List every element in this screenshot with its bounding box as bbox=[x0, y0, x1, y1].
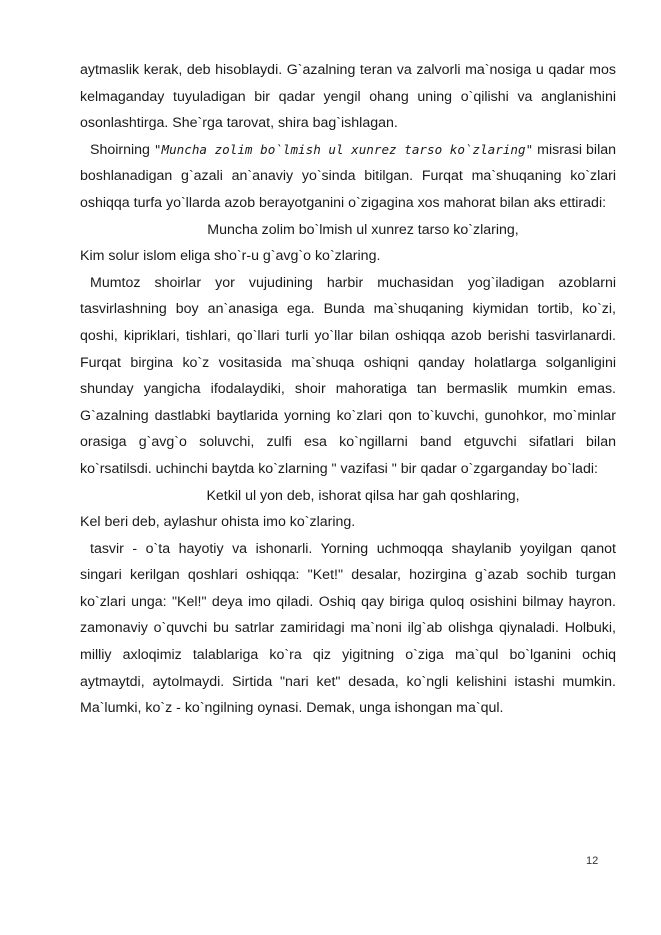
paragraph-2-end: misrasi bilan boshlanadigan g`azali an`anaviy yo`sinda bitilgan. Furqat ma`shuqaning ko`zlari oshiqqa turfa yo`llarda azob berayotganini o`zigagina xos mahorat bilan aks ettiradi: bbox=[80, 141, 617, 211]
body-text bbox=[80, 57, 616, 722]
verse-2-line-1: Ketkil ul yon deb, ishorat qilsa har gah qoshlaring, bbox=[206, 487, 520, 504]
paragraph-2-start: Shoirning bbox=[90, 141, 154, 158]
verse-1-line-2: Kim solur islom eliga sho`r-u g`avg`o ko`zlaring. bbox=[80, 248, 381, 265]
page-number: 12 bbox=[586, 855, 599, 867]
verse-2-line-2: Kel beri deb, aylashur ohista imo ko`zlaring. bbox=[80, 514, 356, 531]
paragraph-2 bbox=[80, 137, 616, 217]
paragraph-4: tasvir - o`ta hayotiy va ishonarli. Yorning uchmoqqa shaylanib yoyilgan qanot singari kerilgan qoshlari oshiqqa: "Ket!" desalar, hozirgina g`azab sochib turgan ko`zlari unga: "Kel!" deya imo qiladi. Oshiq qay biriga quloq osishini bilmay hayron. zamonaviy o`quvchi bu satrlar zamiridagi ma`noni ilg`ab olishga qiynaladi. Holbuki, milliy axloqimiz talablariga ko`ra qiz yigitning o`ziga ma`qul bo`lganini ochiq aytmaytdi, aytolmaydi. Sirtida "nari ket" desada, ko`ngli kelishini istashi mumkin. Ma`lumki, ko`z - ko`ngilning oynasi. Demak, unga ishongan ma`qul. bbox=[80, 540, 616, 717]
paragraph-1: aytmaslik kerak, deb hisoblaydi. G`azalning teran va zalvorli ma`nosiga u qadar mos kelmaganday tuyuladigan bir qadar yengil ohang uning o`qilishi va anglanishini osonlashtirga. She`rga tarovat, shira bag`ishlagan. bbox=[80, 62, 616, 132]
paragraph-3: Mumtoz shoirlar yor vujudining harbir muchasidan yog`iladigan azoblarni tasvirlashning boy an`anasiga ega. Bunda ma`shuqaning kiymidan tortib, ko`zi, qoshi, kipriklari, tishlari, qo`llari turli yo`llar bilan oshiqqa azob berishi tasvirlanardi. Furqat birgina ko`z vositasida ma`shuqa oshiqni qanday holatlarga solganligini shunday yangicha ifodalaydiki, shoir mahoratiga tan bermaslik mumkin emas. G`azalning dastlabki baytlarida yorning ko`zlari qon to`kuvchi, gunohkor, mo`minlar orasiga g`avg`o soluvchi, zulfi esa ko`ngillarni band etguvchi sifatlari bilan ko`rsatilsdi. uchinchi baytda ko`zlarning " vazifasi " bir qadar o`zgarganday bo`ladi: bbox=[80, 274, 616, 477]
quoted-verse: "Muncha zolim bo`lmish ul xunrez tarso ko`zlaring" bbox=[153, 141, 534, 157]
verse-1-line-1: Muncha zolim bo`lmish ul xunrez tarso ko`zlaring, bbox=[207, 221, 519, 238]
